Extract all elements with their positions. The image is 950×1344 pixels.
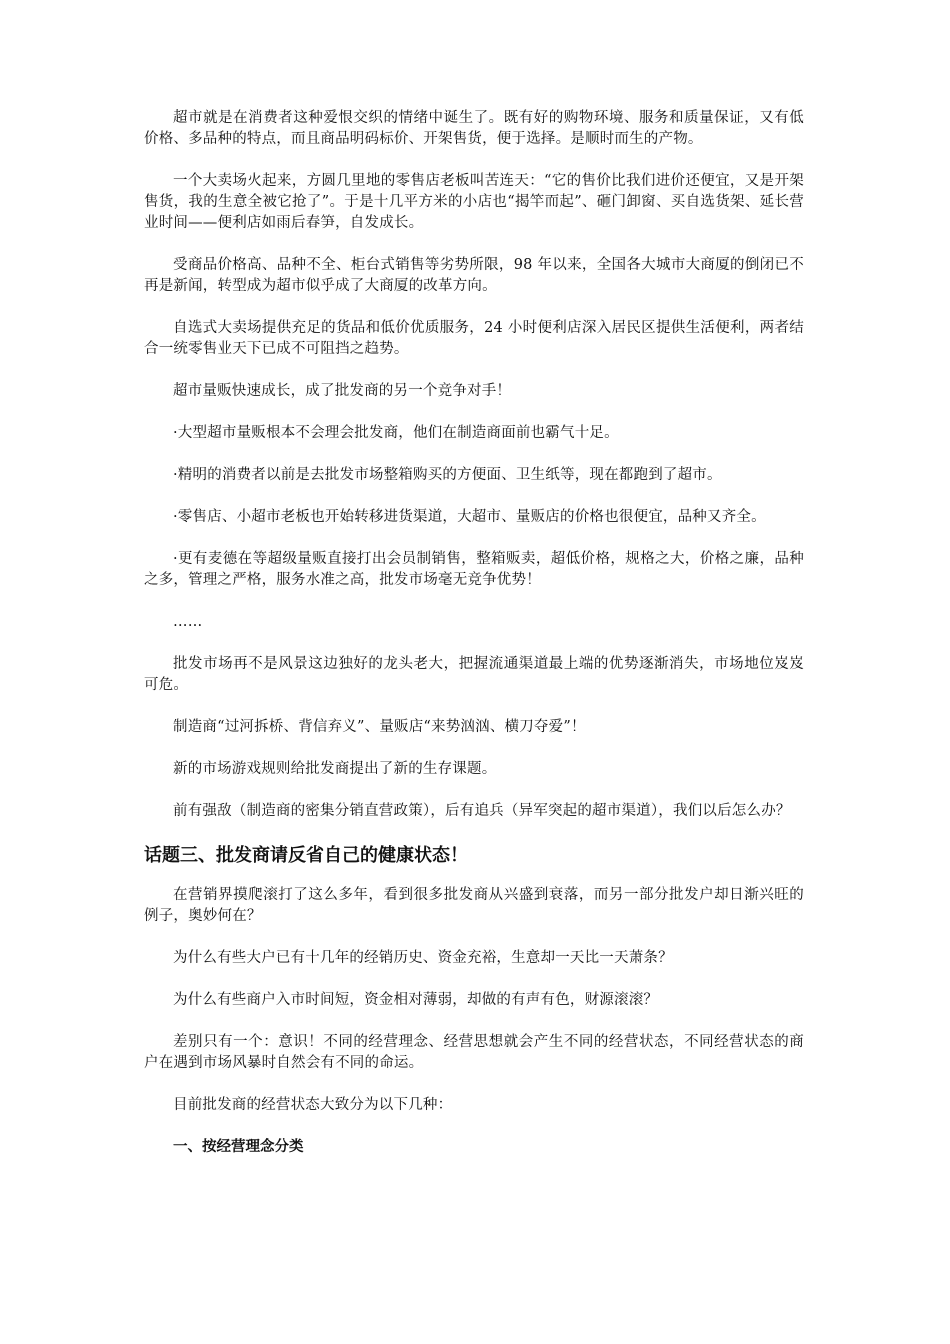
- paragraph-7: 制造商“过河拆桥、背信弃义”、量贩店“来势汹汹、横刀夺爱”！: [173, 719, 586, 735]
- document-page: [144, 108, 804, 1158]
- paragraph-11: 为什么有些大户已有十几年的经销历史、资金充裕，生意却一天比一天萧条？: [173, 950, 673, 966]
- paragraph-6: 批发市场再不是风景这边独好的龙头老大，把握流通渠道最上端的优势逐渐消失，市场地位岌岌可危。: [144, 656, 804, 693]
- bullet-paragraph-4: ·更有麦德在等超级量贩直接打出会员制销售，整箱贩卖，超低价格，规格之大，价格之廉，品种之多，管理之严格，服务水准之高，批发市场毫无竞争优势！: [144, 551, 804, 588]
- paragraph-2: 一个大卖场火起来，方圆几里地的零售店老板叫苦连天：“它的售价比我们进价还便宜，又是开架售货，我的生意全被它抢了”。于是十几平方米的小店也“揭竿而起”、砸门卸窗、买自选货架、延长营业时间——便利店如雨后春笋，自发成长。: [144, 173, 804, 231]
- ellipsis-paragraph: ……: [173, 614, 203, 630]
- paragraph-14: 目前批发商的经营状态大致分为以下几种：: [173, 1097, 453, 1113]
- bullet-paragraph-2: ·精明的消费者以前是去批发市场整箱购买的方便面、卫生纸等，现在都跑到了超市。: [173, 467, 722, 483]
- bullet-paragraph-1: ·大型超市量贩根本不会理会批发商，他们在制造商面前也霸气十足。: [173, 425, 619, 441]
- bullet-paragraph-3: ·零售店、小超市老板也开始转移进货渠道，大超市、量贩店的价格也很便宜，品种又齐全。: [173, 509, 766, 525]
- paragraph-3: 受商品价格高、品种不全、柜台式销售等劣势所限，98 年以来，全国各大城市大商厦的倒闭已不再是新闻，转型成为超市似乎成了大商厦的改革方向。: [144, 257, 804, 294]
- paragraph-4: 自选式大卖场提供充足的货品和低价优质服务，24 小时便利店深入居民区提供生活便利，两者结合一统零售业天下已成不可阻挡之趋势。: [144, 320, 804, 357]
- paragraph-10: 在营销界摸爬滚打了这么多年，看到很多批发商从兴盛到衰落，而另一部分批发户却日渐兴旺的例子，奥妙何在？: [144, 887, 804, 924]
- paragraph-12: 为什么有些商户入市时间短，资金相对薄弱，却做的有声有色，财源滚滚？: [173, 992, 659, 1008]
- paragraph-8: 新的市场游戏规则给批发商提出了新的生存课题。: [173, 761, 497, 777]
- paragraph-9: 前有强敌（制造商的密集分销直营政策），后有追兵（异军突起的超市渠道），我们以后怎么办？: [173, 803, 791, 819]
- sub-heading: 一、按经营理念分类: [173, 1139, 304, 1155]
- section-heading: 话题三、批发商请反省自己的健康状态！: [144, 845, 468, 866]
- paragraph-13: 差别只有一个：意识！不同的经营理念、经营思想就会产生不同的经营状态，不同经营状态的商户在遇到市场风暴时自然会有不同的命运。: [144, 1034, 804, 1071]
- paragraph-1: 超市就是在消费者这种爱恨交织的情绪中诞生了。既有好的购物环境、服务和质量保证，又有低价格、多品种的特点，而且商品明码标价、开架售货，便于选择。是顺时而生的产物。: [144, 110, 804, 147]
- paragraph-5: 超市量贩快速成长，成了批发商的另一个竞争对手！: [173, 383, 512, 399]
